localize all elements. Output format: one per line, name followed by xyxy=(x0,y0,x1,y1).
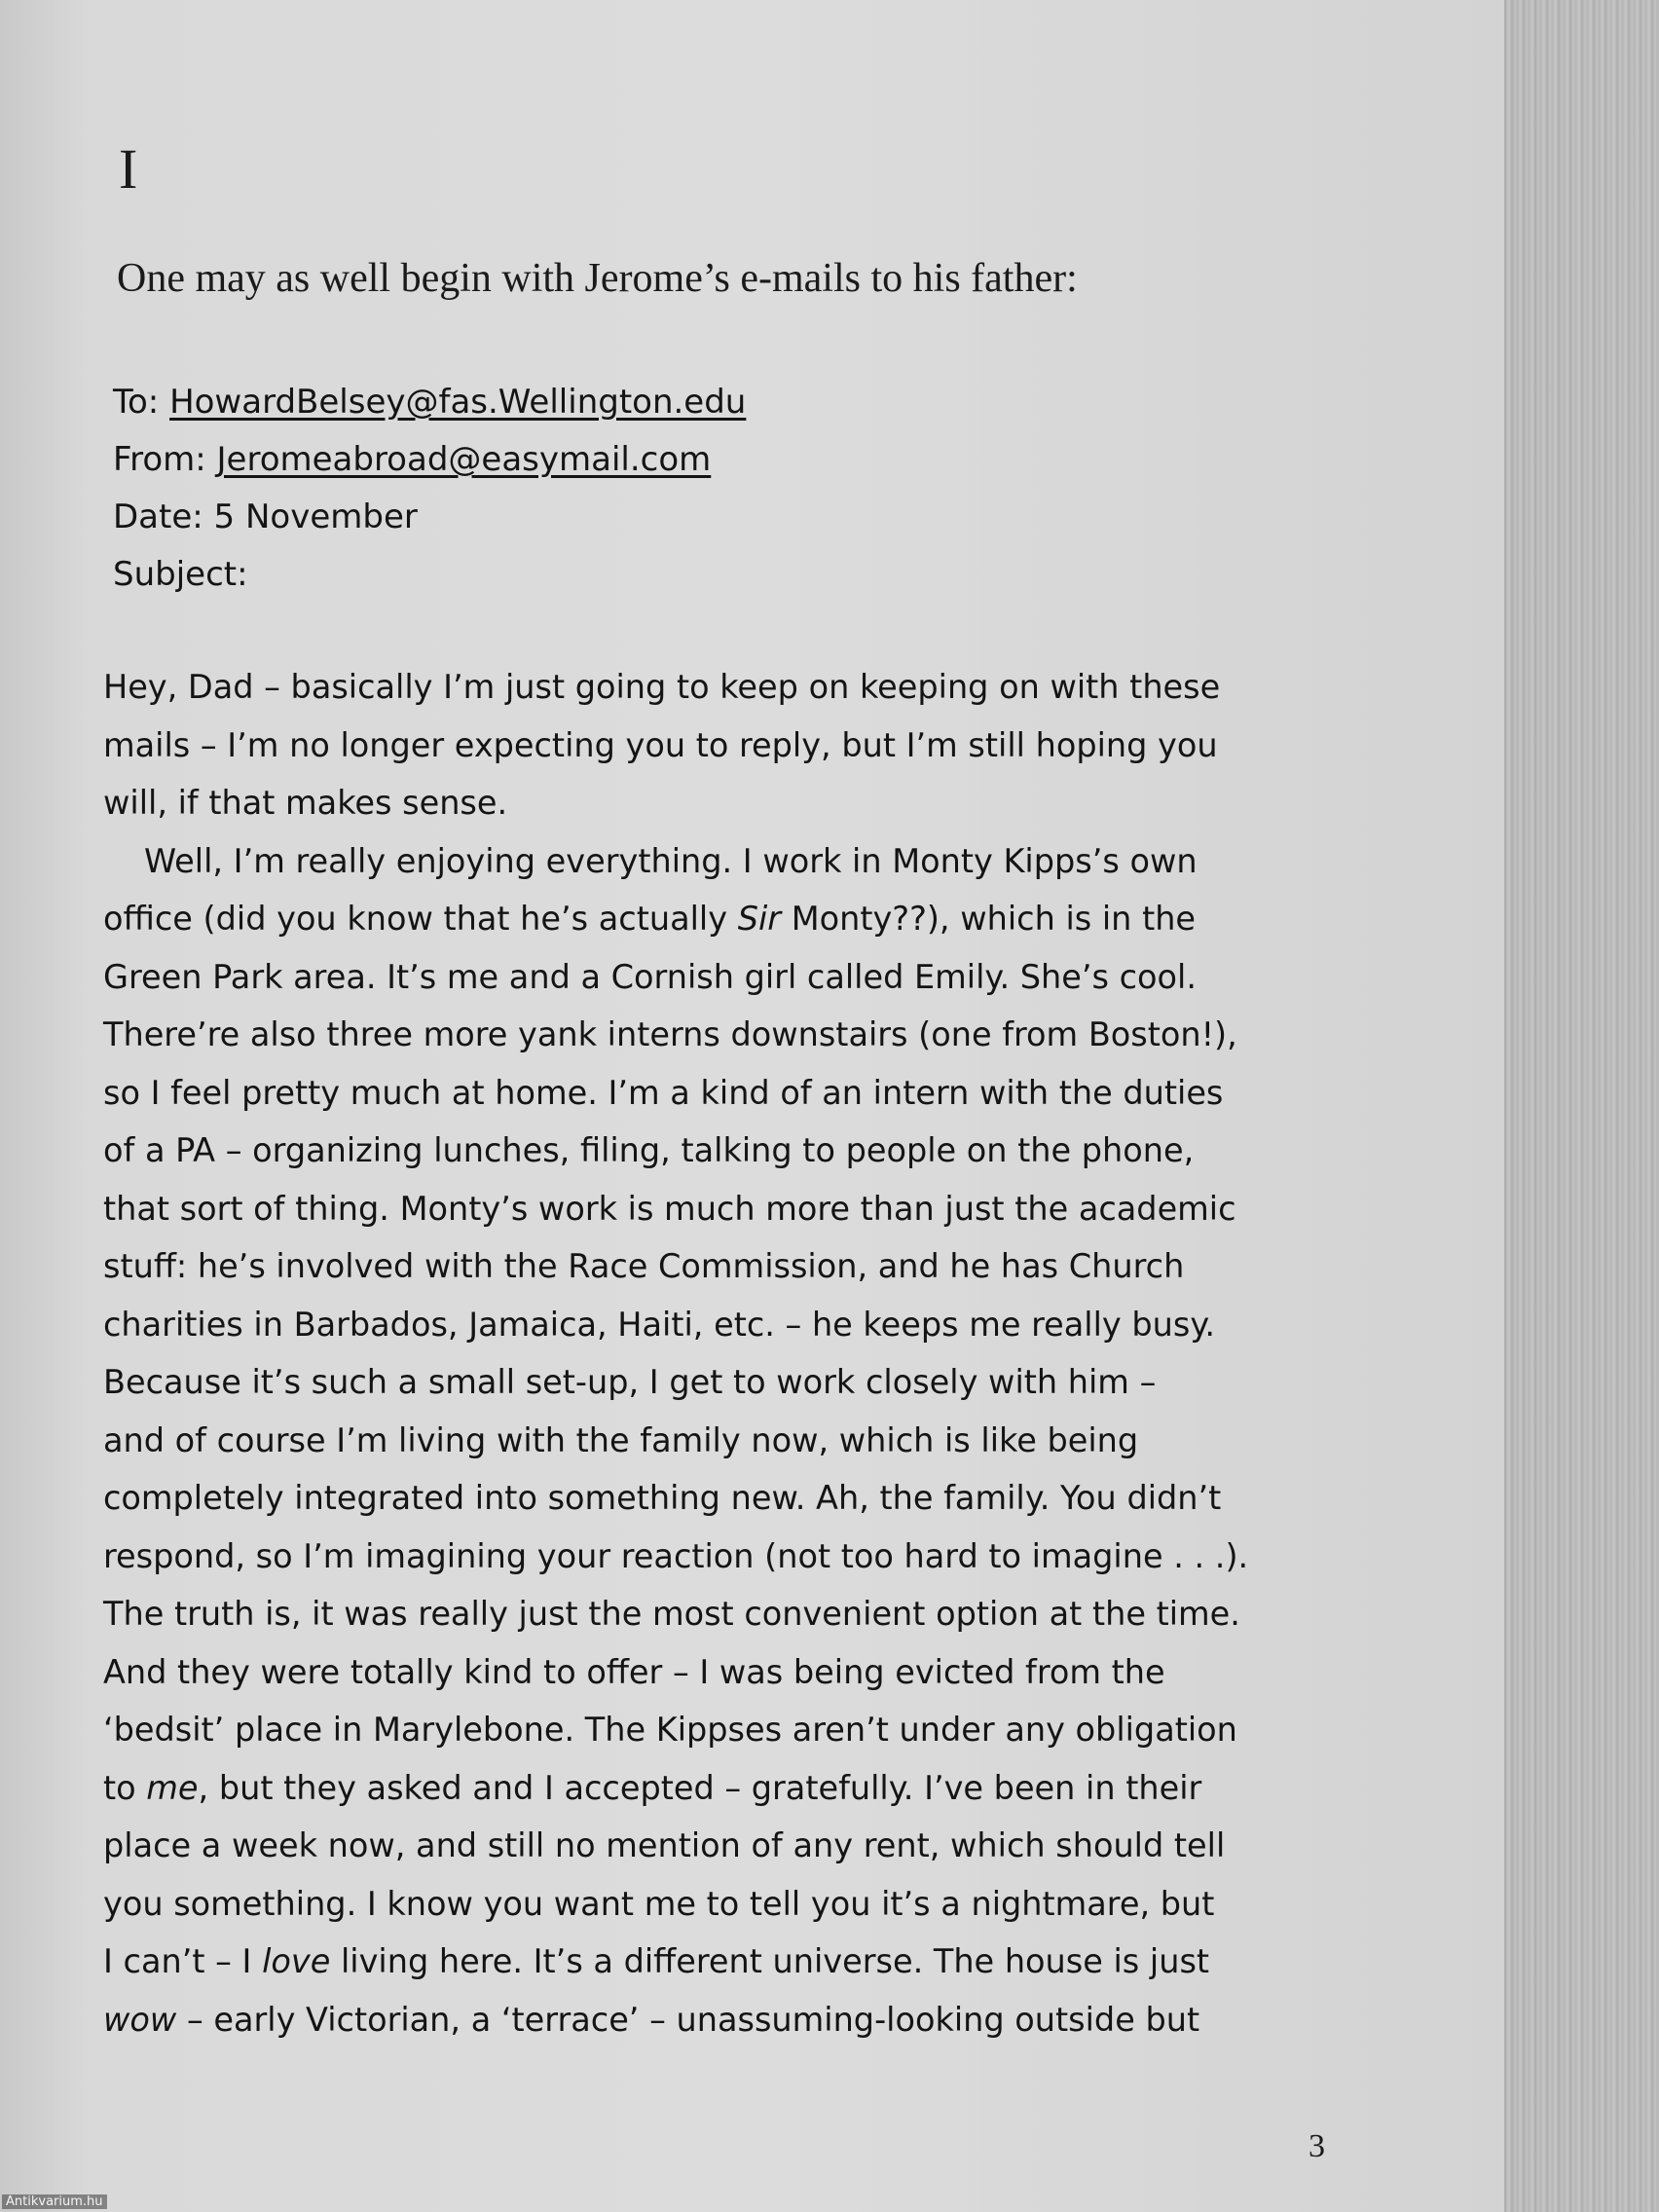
watermark: Antikvarium.hu xyxy=(2,2194,107,2209)
body-line: respond, so I’m imagining your reaction (not too hard to imagine . . .). xyxy=(103,1536,1249,1575)
body-line: And they were totally kind to offer – I was being evicted from the xyxy=(103,1652,1165,1691)
body-text-span: – early Victorian, a ‘terrace’ – unassuming-looking outside but xyxy=(176,2000,1200,2039)
email-to-address: HowardBelsey@fas.Wellington.edu xyxy=(169,383,747,422)
email-date-row xyxy=(113,489,746,546)
body-line: mails – I’m no longer expecting you to reply, but I’m still hoping you xyxy=(103,725,1218,764)
body-text-span: living here. It’s a different universe. The house is just xyxy=(330,1942,1210,1980)
body-line: of a PA – organizing lunches, filing, talking to people on the phone, xyxy=(103,1131,1195,1169)
email-subject-label: Subject: xyxy=(113,555,248,594)
body-line: completely integrated into something new. Ah, the family. You didn’t xyxy=(103,1479,1222,1517)
body-text-span: Monty??), which is in the xyxy=(781,900,1197,938)
email-date-label: Date: xyxy=(113,498,203,536)
facing-page-edge xyxy=(1504,0,1659,2212)
body-text-span: I can’t – I xyxy=(103,1942,263,1980)
body-text-span: to xyxy=(103,1768,147,1807)
email-from-address: Jeromeabroad@easymail.com xyxy=(216,440,712,479)
body-line: will, if that makes sense. xyxy=(103,784,508,822)
body-italic-span: wow xyxy=(103,2000,177,2039)
email-subject-row xyxy=(113,546,746,604)
body-line xyxy=(103,1933,1359,1991)
body-text-span: office (did you know that he’s actually xyxy=(103,900,738,938)
body-line: The truth is, it was really just the most convenient option at the time. xyxy=(103,1595,1240,1633)
page-number: 3 xyxy=(1309,2128,1325,2164)
email-headers xyxy=(113,374,746,604)
body-line: stuff: he’s involved with the Race Commission, and he has Church xyxy=(103,1247,1185,1285)
email-date-value: 5 November xyxy=(213,498,418,536)
body-italic-span: me xyxy=(146,1768,199,1807)
email-from-row xyxy=(113,431,746,489)
body-line: ‘bedsit’ place in Marylebone. The Kippses aren’t under any obligation xyxy=(103,1711,1237,1749)
body-text-span: , but they asked and I accepted – gratefully. I’ve been in their xyxy=(198,1768,1202,1807)
email-to-label: To: xyxy=(113,383,160,422)
body-line: place a week now, and still no mention of any rent, which should tell xyxy=(103,1826,1226,1864)
body-italic-span: Sir xyxy=(737,900,782,938)
intro-sentence: One may as well begin with Jerome’s e-mails to his father: xyxy=(117,256,1078,301)
chapter-number: I xyxy=(119,137,138,201)
body-line: Because it’s such a small set-up, I get to work closely with him – xyxy=(103,1363,1157,1401)
body-italic-span: love xyxy=(262,1942,331,1980)
body-line: Hey, Dad – basically I’m just going to keep on keeping on with these xyxy=(103,668,1221,706)
body-line: that sort of thing. Monty’s work is much more than just the academic xyxy=(103,1189,1236,1228)
email-to-row xyxy=(113,374,746,431)
email-from-label: From: xyxy=(113,440,206,479)
body-line: and of course I’m living with the family now, which is like being xyxy=(103,1420,1139,1459)
body-line: Well, I’m really enjoying everything. I work in Monty Kipps’s own xyxy=(144,841,1198,880)
body-line: charities in Barbados, Jamaica, Haiti, etc. – he keeps me really busy. xyxy=(103,1305,1216,1344)
body-line: There’re also three more yank interns downstairs (one from Boston!), xyxy=(103,1015,1237,1053)
body-line: you something. I know you want me to tell you it’s a nightmare, but xyxy=(103,1884,1215,1923)
body-line xyxy=(103,1991,1359,2049)
body-line: Green Park area. It’s me and a Cornish girl called Emily. She’s cool. xyxy=(103,957,1197,996)
body-line: so I feel pretty much at home. I’m a kind of an intern with the duties xyxy=(103,1073,1224,1112)
email-body xyxy=(103,658,1359,2048)
body-line xyxy=(103,1759,1359,1818)
body-line xyxy=(103,890,1359,948)
